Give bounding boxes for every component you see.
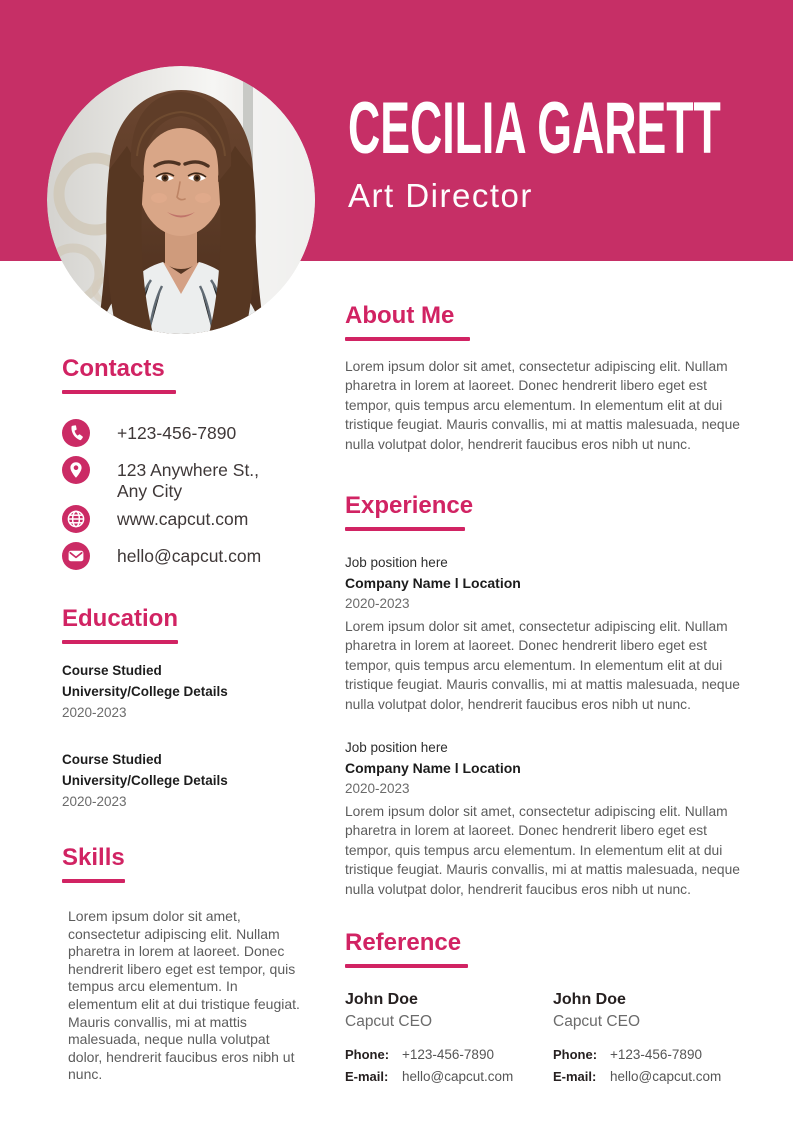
experience-underline bbox=[345, 527, 465, 531]
phone-icon bbox=[62, 419, 90, 447]
about-underline bbox=[345, 337, 470, 341]
education-years: 2020-2023 bbox=[62, 705, 127, 720]
reference-person bbox=[345, 989, 553, 1091]
job-description: Lorem ipsum dolor sit amet, consectetur adipiscing elit. Nullam pharetra in lorem at laoreet. Donec hendrerit libero eget est tempor, quis tempus arcu elementum. In elementum elit at dui tristique feugiat. Mauris convallis, mi at mattis malesuada, neque nulla volutpat dolor, hendrerit faucibus eros nibh ut nunc. bbox=[345, 804, 740, 897]
reference-section bbox=[345, 930, 747, 1091]
email-label: E-mail: bbox=[553, 1069, 597, 1085]
reference-role: Capcut CEO bbox=[345, 1013, 433, 1031]
reference-email: hello@capcut.com bbox=[402, 1069, 514, 1085]
right-column bbox=[345, 290, 747, 1091]
reference-email-row bbox=[345, 1069, 553, 1084]
reference-phone-row bbox=[553, 1047, 747, 1062]
skills-text: Lorem ipsum dolor sit amet, consectetur adipiscing elit. Nullam pharetra in lorem at laoreet. Donec hendrerit libero eget est tempor, quis tempus arcu elementum. In elementum elit at dui tristique feugiat. Mauris convallis, mi at mattis malesuada, neque nulla volutpat dolor, hendrerit faucibus eros nibh ut nunc. bbox=[68, 908, 300, 1083]
experience-heading: Experience bbox=[345, 492, 474, 520]
about-section bbox=[345, 303, 747, 454]
contact-email: hello@capcut.com bbox=[117, 546, 262, 566]
reference-grid bbox=[345, 989, 747, 1091]
skills-heading: Skills bbox=[62, 844, 125, 871]
location-icon bbox=[62, 456, 90, 484]
course-name: Course Studied bbox=[62, 663, 162, 678]
contacts-underline bbox=[62, 390, 176, 394]
phone-label: Phone: bbox=[345, 1047, 390, 1063]
contact-website-row bbox=[62, 505, 310, 533]
reference-underline bbox=[345, 964, 468, 968]
left-column bbox=[62, 356, 310, 1084]
profile-photo bbox=[47, 66, 315, 334]
reference-name: John Doe bbox=[345, 991, 418, 1009]
education-heading: Education bbox=[62, 605, 179, 632]
school-name: University/College Details bbox=[62, 684, 228, 699]
contact-email-row bbox=[62, 542, 310, 570]
education-entry bbox=[62, 749, 310, 812]
reference-role: Capcut CEO bbox=[553, 1013, 641, 1031]
contact-address-row bbox=[62, 456, 310, 502]
education-years: 2020-2023 bbox=[62, 794, 127, 809]
course-name: Course Studied bbox=[62, 752, 162, 767]
skills-section bbox=[62, 845, 310, 1084]
job-position: Job position here bbox=[345, 555, 448, 571]
reference-email-row bbox=[553, 1069, 747, 1084]
contact-phone-row bbox=[62, 419, 310, 447]
about-text: Lorem ipsum dolor sit amet, consectetur adipiscing elit. Nullam pharetra in lorem at laoreet. Donec hendrerit libero eget est tempor, quis tempus arcu elementum. In elementum elit at dui tristique feugiat. Mauris convallis, mi at mattis malesuada, neque nulla volutpat dolor, hendrerit faucibus eros nibh ut nunc. bbox=[345, 359, 740, 452]
reference-name: John Doe bbox=[553, 991, 626, 1009]
experience-section bbox=[345, 493, 747, 899]
portrait-illustration bbox=[47, 66, 315, 334]
job-position: Job position here bbox=[345, 740, 448, 756]
education-entry bbox=[62, 660, 310, 723]
person-name: CECILIA GARETT bbox=[348, 87, 721, 170]
contact-phone: +123-456-7890 bbox=[117, 423, 237, 443]
reference-person bbox=[553, 989, 747, 1091]
reference-email: hello@capcut.com bbox=[610, 1069, 722, 1085]
contacts-section bbox=[62, 356, 310, 570]
contact-website: www.capcut.com bbox=[117, 509, 249, 529]
reference-phone: +123-456-7890 bbox=[610, 1047, 702, 1063]
reference-heading: Reference bbox=[345, 929, 462, 957]
skills-underline bbox=[62, 879, 125, 883]
education-section bbox=[62, 606, 310, 812]
reference-phone: +123-456-7890 bbox=[402, 1047, 494, 1063]
globe-icon bbox=[62, 505, 90, 533]
contact-list bbox=[62, 419, 310, 570]
job-years: 2020-2023 bbox=[345, 781, 410, 797]
person-title: Art Director bbox=[348, 177, 533, 214]
education-underline bbox=[62, 640, 178, 644]
job-company: Company Name l Location bbox=[345, 575, 521, 592]
experience-entry bbox=[345, 737, 747, 899]
contacts-heading: Contacts bbox=[62, 355, 165, 382]
email-icon bbox=[62, 542, 90, 570]
contact-address: 123 Anywhere St., Any City bbox=[117, 460, 260, 501]
experience-entry bbox=[345, 552, 747, 714]
job-description: Lorem ipsum dolor sit amet, consectetur adipiscing elit. Nullam pharetra in lorem at laoreet. Donec hendrerit libero eget est tempor, quis tempus arcu elementum. In elementum elit at dui tristique feugiat. Mauris convallis, mi at mattis malesuada, neque nulla volutpat dolor, hendrerit faucibus eros nibh ut nunc. bbox=[345, 619, 740, 712]
job-company: Company Name l Location bbox=[345, 760, 521, 777]
school-name: University/College Details bbox=[62, 773, 228, 788]
job-years: 2020-2023 bbox=[345, 596, 410, 612]
phone-label: Phone: bbox=[553, 1047, 598, 1063]
reference-phone-row bbox=[345, 1047, 553, 1062]
about-heading: About Me bbox=[345, 302, 455, 329]
email-label: E-mail: bbox=[345, 1069, 389, 1085]
header-text bbox=[348, 87, 793, 215]
